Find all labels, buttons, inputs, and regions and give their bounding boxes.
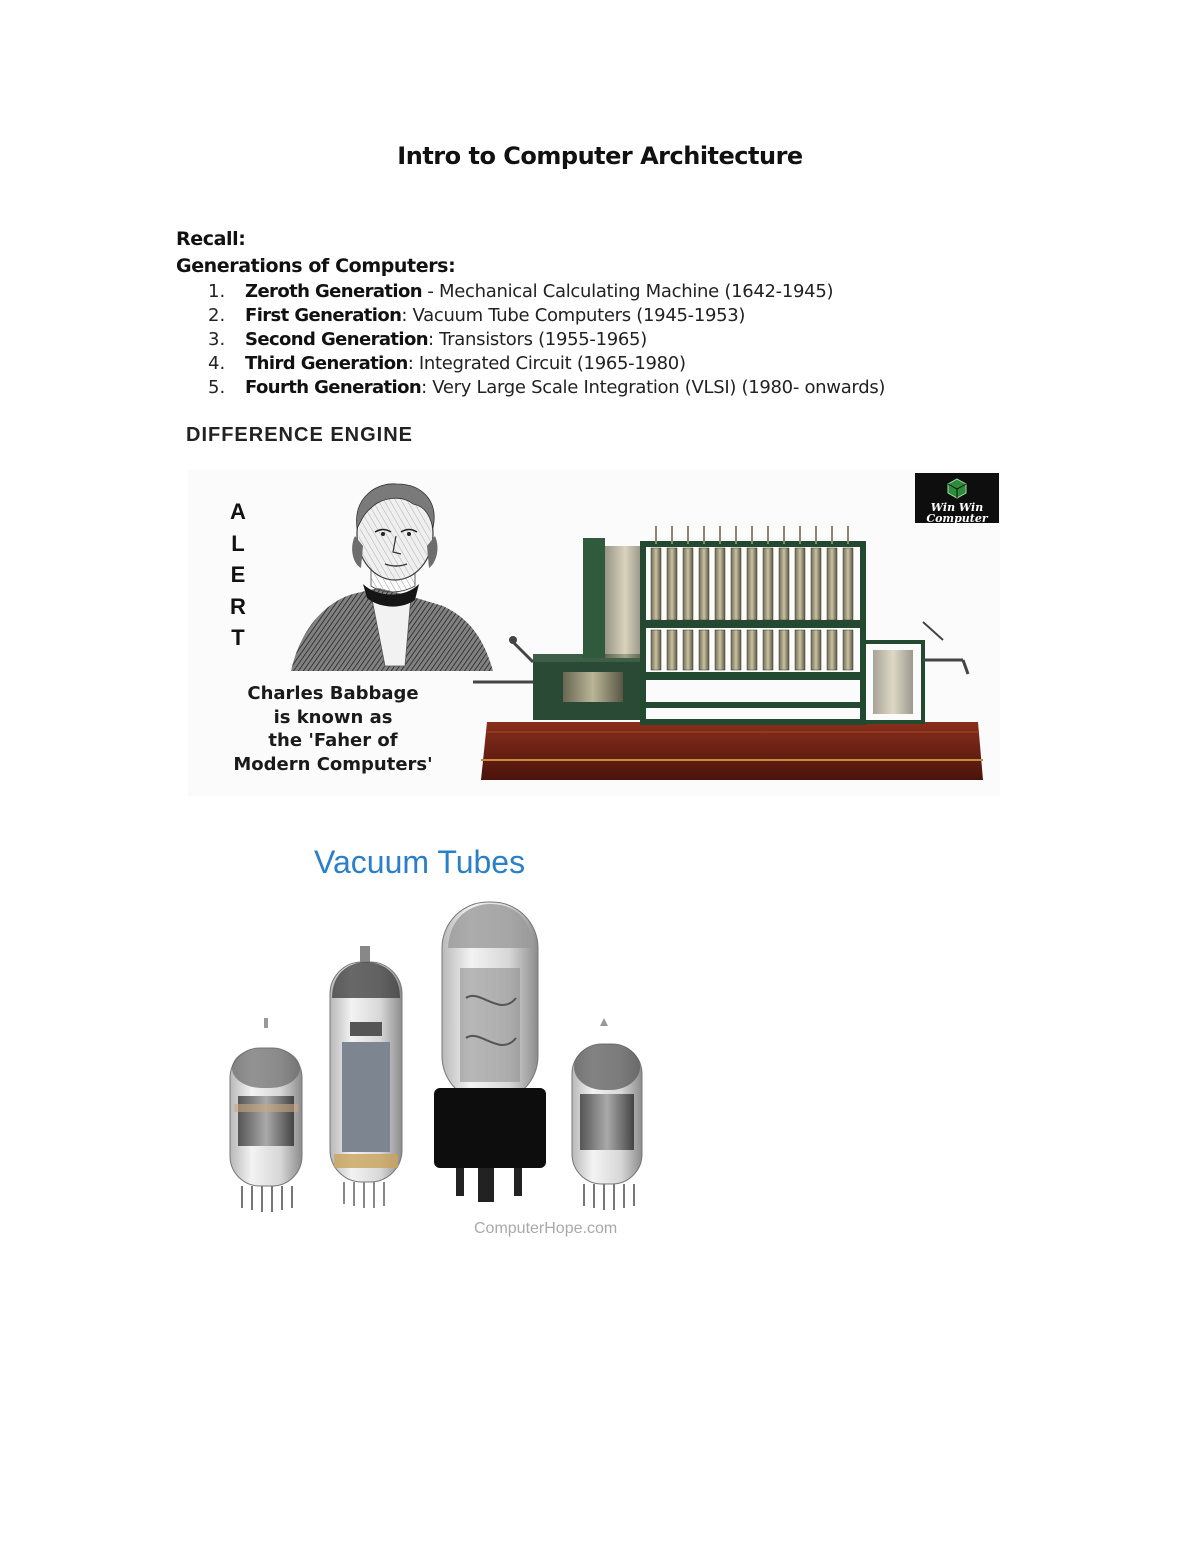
generation-description: : Very Large Scale Integration (VLSI) (1980- onwards) (421, 377, 886, 398)
vacuum-tubes-figure (220, 838, 670, 1246)
list-item (208, 328, 885, 352)
alert-vertical-text (226, 496, 250, 654)
list-item (208, 304, 885, 328)
generation-description: : Transistors (1955-1965) (427, 329, 647, 350)
vacuum-tubes-photo (220, 898, 670, 1218)
recall-label: Recall: (176, 228, 246, 250)
generation-description: : Vacuum Tube Computers (1945-1953) (401, 305, 746, 326)
difference-engine-heading: DIFFERENCE ENGINE (186, 424, 414, 446)
generation-name: Fourth Generation (245, 377, 422, 398)
alert-letter: L (231, 530, 245, 556)
generation-name: Zeroth Generation (245, 281, 422, 302)
list-item (208, 376, 885, 400)
list-number: 4. (208, 353, 226, 374)
logo-line: Computer (926, 512, 988, 525)
engine-columns (651, 548, 853, 670)
win-win-computer-logo (915, 473, 999, 523)
vacuum-tube-3 (434, 902, 546, 1202)
image-credit: ComputerHope.com (474, 1220, 618, 1237)
document-title: Intro to Computer Architecture (397, 142, 803, 170)
babbage-caption (208, 682, 458, 776)
generation-name: Second Generation (245, 329, 428, 350)
vacuum-tubes-title: Vacuum Tubes (314, 844, 526, 880)
cube-logo-icon (946, 477, 968, 499)
difference-engine-machine (473, 522, 998, 784)
list-number: 1. (208, 281, 226, 302)
alert-letter: E (230, 562, 246, 587)
vacuum-tube-4 (572, 1018, 642, 1210)
alert-letter: T (231, 625, 245, 650)
list-item (208, 280, 885, 304)
generation-name: First Generation (245, 305, 402, 326)
caption-line: the 'Faher of (268, 730, 398, 751)
alert-letter: A (230, 499, 246, 524)
caption-line: Modern Computers' (233, 753, 433, 775)
charles-babbage-portrait (283, 476, 498, 676)
generation-description: - Mechanical Calculating Machine (1642-1945) (421, 281, 834, 302)
caption-line: Charles Babbage (247, 683, 419, 704)
vacuum-tube-1 (230, 1018, 302, 1212)
generations-heading: Generations of Computers: (176, 255, 456, 277)
generation-description: : Integrated Circuit (1965-1980) (407, 353, 686, 374)
list-number: 3. (208, 329, 226, 350)
list-item (208, 352, 885, 376)
generation-name: Third Generation (245, 353, 408, 374)
vacuum-tube-2 (330, 946, 402, 1208)
logo-line: Win Win (930, 501, 984, 514)
list-number: 5. (208, 377, 226, 398)
list-number: 2. (208, 305, 226, 326)
generations-list (208, 280, 885, 400)
alert-letter: R (230, 593, 246, 619)
caption-line: is known as (273, 706, 393, 728)
difference-engine-figure (188, 470, 1000, 796)
